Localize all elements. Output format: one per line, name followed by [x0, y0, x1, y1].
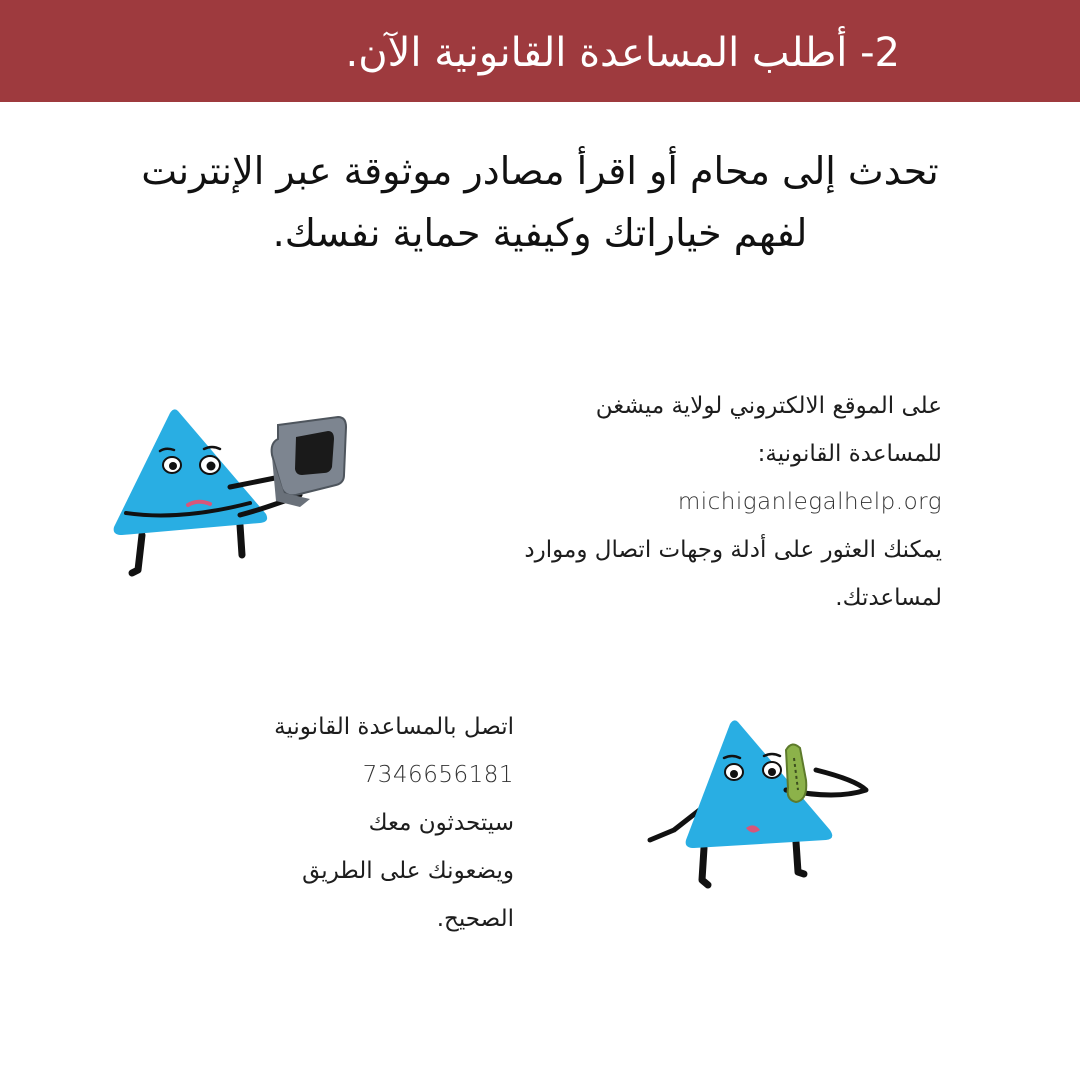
character-leg — [240, 525, 242, 555]
eyebrow-icon — [204, 447, 220, 449]
phone-number[interactable]: 7346656181 — [362, 762, 514, 788]
website-line-1: على الموقع الالكتروني لولاية ميشغن — [595, 393, 942, 419]
pupil-icon — [768, 768, 776, 776]
website-info-block — [362, 382, 942, 622]
pupil-icon — [169, 462, 177, 470]
pupil-icon — [730, 770, 738, 778]
website-url-link[interactable]: michiganlegalhelp.org — [677, 489, 942, 515]
pupil-icon — [207, 462, 216, 471]
laptop-screen-icon — [295, 431, 334, 475]
phone-info-block — [134, 703, 514, 943]
triangle-character-laptop-illustration — [100, 395, 370, 595]
phone-line-4: ويضعونك على الطريق — [302, 858, 514, 884]
character-leg — [132, 535, 142, 573]
phone-line-1: اتصل بالمساعدة القانونية — [274, 714, 514, 740]
character-leg — [702, 848, 708, 885]
page-title: 2- أطلب المساعدة القانونية الآن. — [345, 30, 900, 76]
intro-line-2: لفهم خياراتك وكيفية حماية نفسك. — [272, 211, 808, 255]
phone-line-3: سيتحدثون معك — [368, 810, 514, 836]
website-line-5: لمساعدتك. — [835, 585, 942, 611]
character-leg — [796, 842, 804, 874]
website-line-4: يمكنك العثور على أدلة وجهات اتصال وموارد — [524, 537, 942, 563]
intro-text — [50, 140, 1030, 264]
intro-line-1: تحدث إلى محام أو اقرأ مصادر موثوقة عبر الإنترنت — [141, 149, 939, 193]
phone-icon — [786, 744, 806, 802]
eyebrow-icon — [764, 754, 780, 756]
header-banner — [0, 0, 1080, 102]
triangle-character-phone-illustration — [636, 710, 886, 910]
website-line-2: للمساعدة القانونية: — [757, 441, 942, 467]
phone-line-5: الصحيح. — [436, 906, 514, 932]
